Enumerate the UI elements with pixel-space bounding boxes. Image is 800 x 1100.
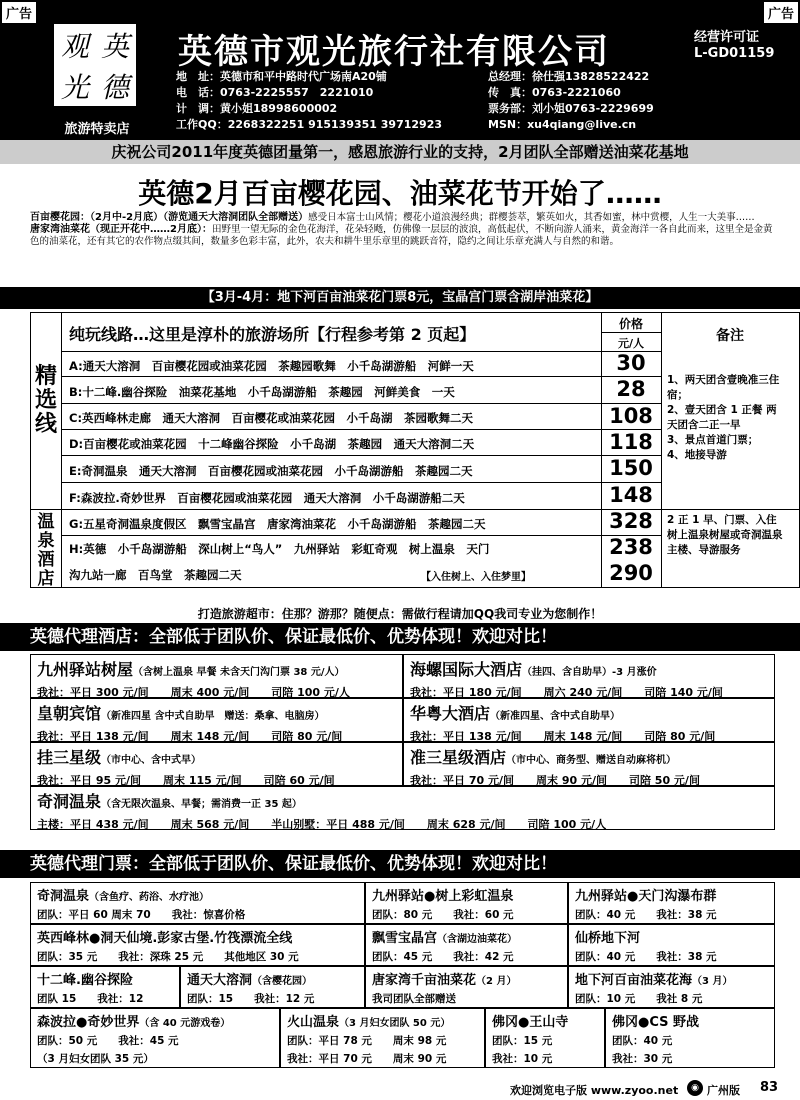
price-d: 118	[609, 430, 653, 454]
address: 地 址：英德市和平中路时代广场南A20铺	[176, 70, 387, 83]
description	[30, 212, 775, 248]
hotel-huangchao	[30, 698, 403, 742]
route-b: B:十二峰.幽谷探险 油菜花基地 小千岛湖游船 茶趣园 河鲜美食 一天	[69, 385, 455, 399]
ticket-name: 唐家湾千亩油菜花	[372, 973, 477, 988]
company-name: 英德市观光旅行社有限公司	[178, 32, 610, 72]
logo-char: 光	[60, 70, 89, 104]
ticket-huoshan	[280, 1008, 485, 1068]
ticket-rate: 团队：45 元 我社：42 元	[372, 951, 514, 963]
hotel-name: 奇洞温泉	[37, 792, 102, 811]
rapeseed-text: 田野里一望无际的金色花海洋，花朵轻飏，仿佛像一层层的波浪，高低起伏，不断向游人涌来，黄金海洋一各自此而来，这里全是金黄色的油菜花，还有其它的农作物点缀其间，数量多色彩丰富，此外，农夫和耕牛里乐章里的跳跃音符，隐约之间让乐章充满人与自然的和谐。	[30, 224, 773, 247]
notes-day-trips	[667, 373, 787, 463]
hotel-note: （市中心、含中式早）	[101, 755, 202, 766]
itinerary-table	[30, 312, 800, 588]
divider	[61, 376, 661, 377]
divider	[661, 313, 662, 587]
logo-char: 观	[60, 29, 89, 63]
hotel-qidong-spa	[30, 786, 775, 830]
ticket-rate: 团队：40 元 我社：38 元	[575, 909, 717, 921]
hotel-rate: 我社：平日 180 元/间 周六 240 元/间 司陪 140 元/间	[410, 686, 723, 699]
divider	[61, 313, 62, 587]
route-h-sub: 【入住树上、入住梦里】	[421, 572, 531, 583]
page-number: 83	[760, 1080, 779, 1095]
ticket-note: （2 月）	[476, 976, 517, 987]
ticket-note: （含鱼疗、药浴、水疗池）	[89, 892, 210, 903]
route-h-cont: 沟九站一廊 百鸟堂 茶趣园二天	[69, 568, 242, 582]
notes-label: 备注	[716, 328, 744, 344]
ticket-note: （3 月）	[692, 976, 733, 987]
msn: MSN：xu4qiang@live.cn	[488, 118, 637, 131]
divider	[601, 313, 602, 587]
note-line: 1、两天团含壹晚准三住宿；	[667, 374, 780, 401]
price-b: 28	[616, 377, 646, 401]
footer-site: 欢迎浏览电子版 www.zyoo.net	[510, 1084, 679, 1097]
edition-circle-icon: ◉	[687, 1080, 703, 1096]
hotel-band: 英德代理酒店：全部低于团队价、保证最低价、优势体现！欢迎对比！	[0, 623, 800, 651]
ticket-dixiahe	[568, 966, 775, 1008]
unit-label: 元/人	[617, 337, 645, 350]
hotel-rate: 主楼：平日 438 元/间 周末 568 元/间 半山别墅：平日 488 元/间 周末 628 元/间 司陪 100 元/人	[37, 818, 607, 831]
ticket-rate: 团队：40 元	[612, 1035, 673, 1047]
side-label-spa: 温泉酒店	[37, 512, 55, 589]
note-line: 2、壹天团含 1 正餐 两天团含二正一早	[667, 404, 777, 431]
logo-char: 德	[100, 70, 129, 104]
ticket-senbola	[30, 1008, 280, 1068]
description-para-2	[30, 224, 775, 248]
side-label-select: 精选线	[34, 364, 57, 437]
ticket-shierfeng	[30, 966, 180, 1008]
hotel-note: （新准四星、含中式自助早）	[490, 711, 621, 722]
license-block	[694, 30, 774, 62]
ticket-rate-extra: 我社：30 元	[612, 1053, 673, 1065]
ticket-name: 佛冈●CS 野战	[612, 1015, 700, 1030]
ticket-rate-extra: （3 月妇女团队 35 元）	[37, 1053, 154, 1065]
ticket-name: 通天大溶洞	[187, 973, 253, 988]
hotel-note: （市中心、商务型、赠送自动麻将机）	[506, 755, 677, 766]
fax: 传 真：0763-2221060	[488, 86, 621, 99]
route-f: F:森波拉.奇妙世界 百亩樱花园或油菜花园 通天大溶洞 小千岛湖游船二天	[69, 491, 465, 505]
ticket-rate: 团队：平日 60 周末 70 我社：惊喜价格	[37, 909, 246, 921]
ticket-cs	[605, 1008, 775, 1068]
ad-label-right: 广告	[764, 2, 798, 23]
route-g: G:五星奇洞温泉度假区 飘雪宝晶宫 唐家湾油菜花 小千岛湖游船 茶趣园二天	[69, 517, 486, 531]
ticket-name: 十二峰.幽谷探险	[37, 973, 133, 988]
hotel-name: 海螺国际大酒店	[410, 660, 523, 679]
ticket-name: 仙桥地下河	[575, 931, 641, 946]
price-c: 108	[609, 404, 653, 428]
ticket-name: 英西峰林●洞天仙境.彭家古堡.竹筏漂流全线	[37, 931, 293, 946]
ticket-baojing	[365, 924, 568, 966]
ad-label-left: 广告	[2, 2, 36, 23]
company-logo	[52, 22, 138, 108]
ticket-name: 九州驿站●天门沟瀑布群	[575, 889, 717, 904]
ticket-rate: 团队：10 元 我社 8 元	[575, 993, 703, 1005]
divider	[61, 403, 661, 404]
ticket-note: （含 40 元游戏卷）	[139, 1018, 231, 1029]
general-manager: 总经理：徐仕强13828522422	[488, 70, 650, 83]
hotel-note: （含树上温泉 早餐 未含天门沟门票 38 元/人）	[133, 667, 345, 678]
ticket-name: 森波拉●奇妙世界	[37, 1015, 140, 1030]
itinerary-header: 纯玩线路…这里是淳朴的旅游场所【行程参考第 2 页起】	[69, 325, 476, 344]
license-number: L-GD01159	[694, 46, 775, 61]
route-a: A:通天大溶洞 百亩樱花园或油菜花园 茶趣园歌舞 小千岛湖游船 河鲜一天	[69, 359, 474, 373]
ticket-tangjiawan	[365, 966, 568, 1008]
hotel-rate: 我社：平日 300 元/间 周末 400 元/间 司陪 100 元/人	[37, 686, 350, 699]
ticket-rate: 团队：平日 78 元 周末 98 元	[287, 1035, 447, 1047]
hotel-huayue	[403, 698, 775, 742]
ticket-name: 飘雪宝晶宫	[372, 931, 438, 946]
price-a: 30	[616, 351, 646, 375]
slogan-bar: 庆祝公司2011年度英德团量第一，感恩旅游行业的支持，2月团队全部赠送油菜花基地	[0, 140, 800, 164]
divider	[61, 482, 661, 483]
ticket-rate: 团队 15 我社：12	[37, 993, 144, 1005]
ticket-name: 地下河百亩油菜花海	[575, 973, 693, 988]
hotel-name: 九州驿站树屋	[37, 660, 134, 679]
ticket-note: （含樱花园）	[252, 976, 313, 987]
ticket-rate-extra: 我社：10 元	[492, 1053, 553, 1065]
ticket-qidong	[30, 882, 365, 924]
hotel-rate: 我社：平日 138 元/间 周末 148 元/间 司陪 80 元/间	[410, 730, 716, 743]
price-f: 148	[609, 483, 653, 507]
price-h: 238	[609, 535, 653, 559]
route-c: C:英西峰林走廊 通天大溶洞 百亩樱花或油菜花园 小千岛湖 茶园歌舞二天	[69, 411, 474, 425]
hotel-note: （含无限次温泉、早餐；需消费一正 35 起）	[101, 799, 302, 810]
sakura-text: 感受日本富士山风情；樱花小道浪漫经典；群樱荟萃，繁英如火，其香如蜜，林中赏樱，人生一大美事……	[308, 212, 755, 223]
ticket-tongtian	[180, 966, 365, 1008]
divider	[61, 429, 661, 430]
hotel-hailuo	[403, 654, 775, 698]
price-g: 328	[609, 509, 653, 533]
route-h: H:英德 小千岛湖游船 深山树上“鸟人” 九州驿站 彩虹奇观 树上温泉 天门	[69, 542, 490, 556]
sakura-title: 百亩樱花园：（2月中-2月底）（游览通天大溶洞团队全部赠送）	[30, 212, 309, 223]
price-label: 价格	[618, 317, 643, 331]
ticket-name: 佛冈●王山寺	[492, 1015, 569, 1030]
ticket-wangshan	[485, 1008, 605, 1068]
ticket-note: （3 月妇女团队 50 元）	[339, 1018, 451, 1029]
divider	[601, 332, 661, 333]
planner: 计 调：黄小姐18998600002	[176, 102, 338, 115]
hotel-name: 华粤大酒店	[410, 704, 491, 723]
license-label: 经营许可证	[694, 30, 760, 45]
divider	[31, 509, 799, 510]
ticket-jiuzhou-falls	[568, 882, 775, 924]
tagline: 打造旅游超市：住那？游那？随便点：需做行程请加QQ我司专业为您制作！	[197, 607, 603, 621]
work-qq: 工作QQ：2268322251 915139351 39712923	[176, 118, 443, 131]
route-e: E:奇洞温泉 通天大溶洞 百亩樱花园或油菜花园 小千岛湖游船 茶趣园二天	[69, 464, 473, 478]
headline: 英德2月百亩樱花园、油菜花节开始了……	[138, 177, 662, 210]
ticket-rate-extra: 我社：平日 70 元 周末 90 元	[287, 1053, 447, 1065]
divider	[61, 351, 601, 352]
divider	[61, 535, 661, 536]
description-para-1	[30, 212, 775, 224]
ticket-xianqiao	[568, 924, 775, 966]
hotel-quasi-three-star	[403, 742, 775, 786]
note-line: 3、景点首道门票；	[667, 434, 759, 446]
ticket-name: 火山温泉	[287, 1015, 340, 1030]
hotel-rate: 我社：平日 95 元/间 周末 115 元/间 司陪 60 元/间	[37, 774, 335, 787]
footer-edition: 广州版	[707, 1084, 740, 1097]
ticket-yingxi	[30, 924, 365, 966]
notes-spa: 2 正 1 早、门票、入住树上温泉树屋或奇洞温泉主楼、导游服务	[667, 514, 783, 556]
ticket-rate: 我司团队全部赠送	[372, 993, 456, 1005]
ticket-rate: 团队：15 我社：12 元	[187, 993, 315, 1005]
hotel-three-star	[30, 742, 403, 786]
hotel-rate: 我社：平日 138 元/间 周末 148 元/间 司陪 80 元/间	[37, 730, 343, 743]
ticket-rate: 团队：15 元	[492, 1035, 553, 1047]
phone: 电 话：0763-2225557 2221010	[176, 86, 374, 99]
logo-char: 英	[100, 29, 129, 63]
hotel-name: 皇朝宾馆	[37, 704, 102, 723]
hotel-note: （新准四星 含中式自助早 赠送：桑拿、电脑房）	[101, 711, 325, 722]
price-e: 150	[609, 456, 653, 480]
ticket-jiuzhou-rainbow	[365, 882, 568, 924]
hotel-rate: 我社：平日 70 元/间 周末 90 元/间 司陪 50 元/间	[410, 774, 700, 787]
ticketing-dept: 票务部：刘小姐0763-2229699	[488, 102, 654, 115]
hotel-note: （挂四、含自助早）-3 月涨价	[522, 667, 657, 678]
price-h-alt: 290	[609, 561, 653, 585]
route-d: D:百亩樱花或油菜花园 十二峰幽谷探险 小千岛湖 茶趣园 通天大溶洞二天	[69, 437, 475, 451]
ticket-name: 九州驿站●树上彩虹温泉	[372, 889, 514, 904]
ticket-note: （含湖边油菜花）	[437, 934, 518, 945]
ticket-band: 英德代理门票：全部低于团队价、保证最低价、优势体现！欢迎对比！	[0, 850, 800, 878]
hotel-jiuzhou	[30, 654, 403, 698]
ticket-rate: 团队：50 元 我社：45 元	[37, 1035, 179, 1047]
note-line: 4、地接导游	[667, 449, 727, 461]
notice-bar: 【3月-4月：地下河百亩油菜花门票8元，宝晶宫门票含湖岸油菜花】	[0, 287, 800, 309]
ticket-name: 奇洞温泉	[37, 889, 90, 904]
ticket-rate: 团队：80 元 我社：60 元	[372, 909, 514, 921]
ticket-rate: 团队：35 元 我社：深珠 25 元 其他地区 30 元	[37, 951, 299, 963]
store-tag: 旅游特卖店	[64, 122, 130, 137]
hotel-name: 准三星级酒店	[410, 748, 507, 767]
hotel-name: 挂三星级	[37, 748, 102, 767]
footer	[0, 1078, 800, 1100]
divider	[61, 455, 661, 456]
ticket-rate: 团队：40 元 我社：38 元	[575, 951, 717, 963]
rapeseed-title: 唐家湾油菜花（现正开花中……2月底）：	[30, 224, 212, 235]
